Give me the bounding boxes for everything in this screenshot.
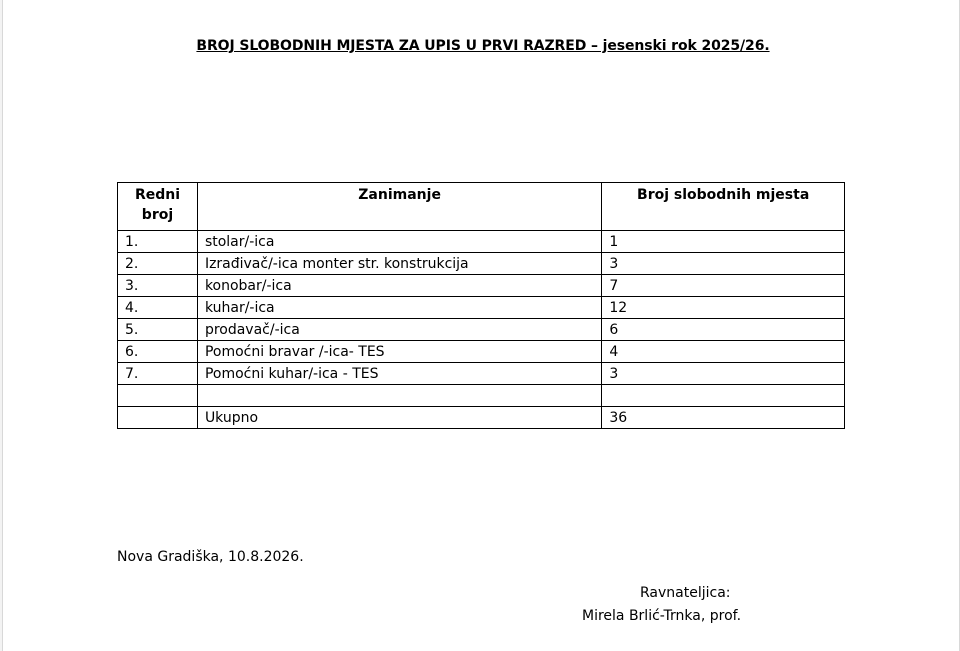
table-row [118, 231, 845, 253]
row-number: 6. [118, 341, 198, 363]
signature-role: Ravnateljica: [640, 585, 731, 601]
row-number [118, 385, 198, 407]
row-count: 7 [602, 275, 845, 297]
row-number: 3. [118, 275, 198, 297]
row-occupation: Pomoćni bravar /-ica- TES [197, 341, 601, 363]
total-label: Ukupno [197, 407, 601, 429]
row-occupation: konobar/-ica [197, 275, 601, 297]
row-count: 1 [602, 231, 845, 253]
signature-name: Mirela Brlić-Trnka, prof. [582, 608, 742, 624]
row-count: 3 [602, 363, 845, 385]
table-row [118, 363, 845, 385]
row-number: 4. [118, 297, 198, 319]
row-number: 5. [118, 319, 198, 341]
table-row-total [118, 407, 845, 429]
row-occupation: kuhar/-ica [197, 297, 601, 319]
row-number [118, 407, 198, 429]
row-number: 2. [118, 253, 198, 275]
vacancies-table [117, 182, 845, 429]
document-title: BROJ SLOBODNIH MJESTA ZA UPIS U PRVI RAZRED – jesenski rok 2025/26. [196, 38, 770, 54]
row-count: 12 [602, 297, 845, 319]
table-row [118, 319, 845, 341]
row-count: 3 [602, 253, 845, 275]
table-header-row [118, 183, 845, 231]
row-occupation: stolar/-ica [197, 231, 601, 253]
table-row [118, 341, 845, 363]
table-row-empty [118, 385, 845, 407]
document-page [2, 0, 960, 651]
row-occupation: Pomoćni kuhar/-ica - TES [197, 363, 601, 385]
row-count: 4 [602, 341, 845, 363]
header-redni-broj: Redni broj [118, 183, 198, 231]
row-occupation [197, 385, 601, 407]
row-occupation: prodavač/-ica [197, 319, 601, 341]
table-row [118, 297, 845, 319]
row-number: 7. [118, 363, 198, 385]
row-count: 6 [602, 319, 845, 341]
table-row [118, 253, 845, 275]
row-occupation: Izrađivač/-ica monter str. konstrukcija [197, 253, 601, 275]
row-number: 1. [118, 231, 198, 253]
header-zanimanje: Zanimanje [197, 183, 601, 231]
row-count [602, 385, 845, 407]
header-broj-mjesta: Broj slobodnih mjesta [602, 183, 845, 231]
place-date: Nova Gradiška, 10.8.2026. [117, 549, 304, 565]
total-count: 36 [602, 407, 845, 429]
table-row [118, 275, 845, 297]
